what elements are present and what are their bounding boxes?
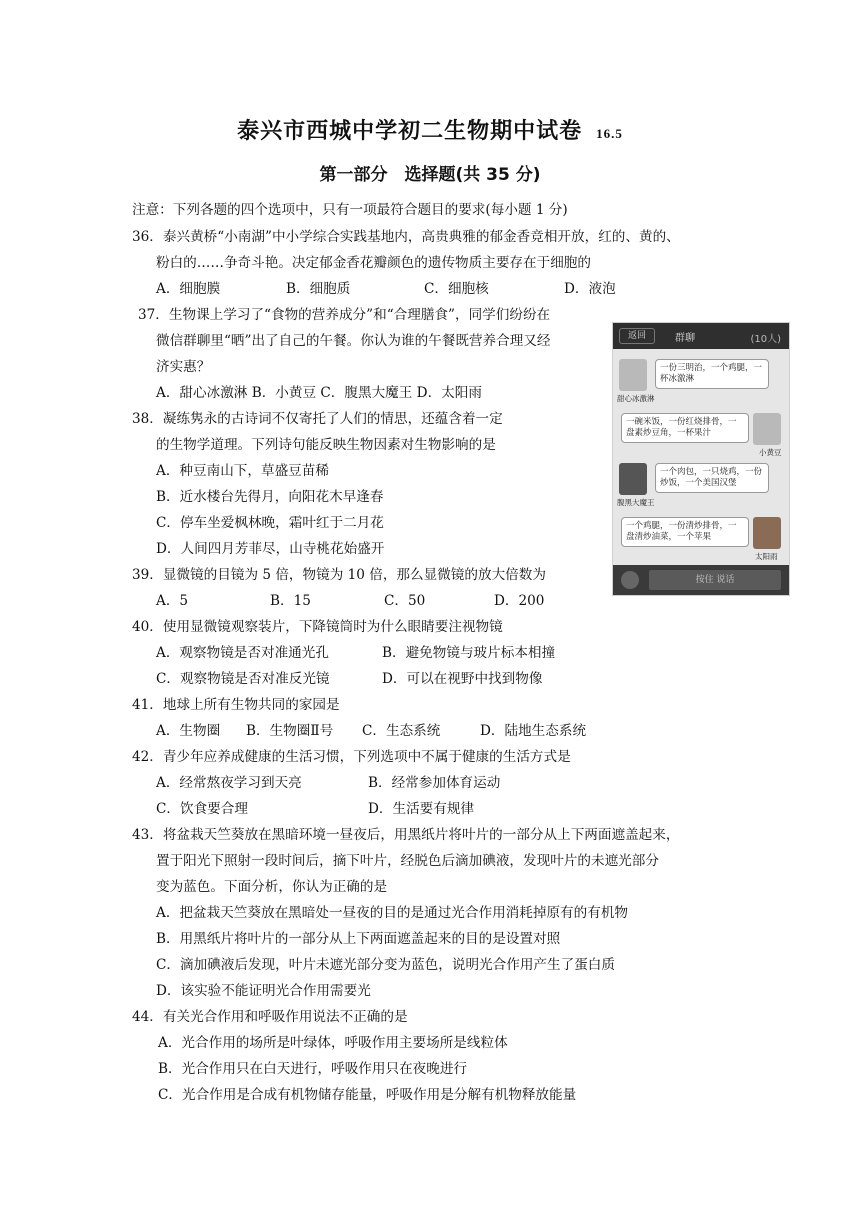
page-title <box>0 114 860 145</box>
q39-option-c: C．50 <box>384 593 426 609</box>
q40-option-c: C．观察物镜是否对准反光镜 <box>156 671 330 687</box>
chat-message-3: 一个肉包，一只烧鸡，一份炒饭，一个美国汉堡 <box>655 463 769 493</box>
q41-line1: 41．地球上所有生物共同的家园是 <box>132 697 340 713</box>
q39-option-a: A．5 <box>156 593 189 609</box>
chat-name-2: 小黄豆 <box>759 448 782 457</box>
chat-name-3: 腹黑大魔王 <box>617 498 655 507</box>
q37-line1: 37．生物课上学习了“食物的营养成分”和“合理膳食”，同学们纷纷在 <box>138 307 551 323</box>
q38-line1: 38．凝练隽永的古诗词不仅寄托了人们的情思，还蕴含着一定 <box>132 411 503 427</box>
q41-option-a: A．生物圈 <box>156 723 221 739</box>
q36-line1: 36．泰兴黄桥“小南湖”中小学综合实践基地内，高贵典雅的郁金香竞相开放，红的、黄的、 <box>132 229 680 245</box>
q42-option-c: C．饮食要合理 <box>156 801 248 817</box>
chat-back-button: 返回 <box>619 328 655 344</box>
q42-option-a: A．经常熬夜学习到天亮 <box>156 775 302 791</box>
q38-option-d: D．人间四月芳菲尽，山寺桃花始盛开 <box>156 541 385 557</box>
q38-option-a: A．种豆南山下，草盛豆苗稀 <box>156 463 329 479</box>
q38-line2: 的生物学道理。下列诗句能反映生物因素对生物影响的是 <box>156 437 496 453</box>
exam-title: 泰兴市西城中学初二生物期中试卷 <box>237 119 583 144</box>
chat-header <box>613 323 789 349</box>
q40-option-d: D．可以在视野中找到物像 <box>382 671 543 687</box>
chat-message-2: 一碗米饭，一份红烧排骨，一盘素炒豆角，一杯果汁 <box>621 413 749 443</box>
q38-option-c: C．停车坐爱枫林晚，霜叶红于二月花 <box>156 515 384 531</box>
q43-option-b: B．用黑纸片将叶片的一部分从上下两面遮盖起来的目的是设置对照 <box>156 931 561 947</box>
q44-option-c: C．光合作用是合成有机物储存能量，呼吸作用是分解有机物释放能量 <box>158 1087 577 1103</box>
q43-line1: 43．将盆栽天竺葵放在黑暗环境一昼夜后，用黑纸片将叶片的一部分从上下两面遮盖起来， <box>132 827 680 843</box>
chat-member-count: (10人) <box>750 334 781 345</box>
chat-name-1: 甜心冰激淋 <box>617 394 655 403</box>
q36-option-c: C．细胞核 <box>424 281 489 297</box>
instruction-note: 注意：下列各题的四个选项中，只有一项最符合题目的要求(每小题 1 分) <box>132 202 568 218</box>
q37-line3: 济实惠？ <box>156 359 211 375</box>
q42-line1: 42．青少年应养成健康的生活习惯，下列选项中不属于健康的生活方式是 <box>132 749 571 765</box>
q36-line2: 粉白的……争奇斗艳。决定郁金香花瓣颜色的遗传物质主要存在于细胞的 <box>156 255 591 271</box>
q41-option-c: C．生态系统 <box>362 723 441 739</box>
q44-option-b: B．光合作用只在白天进行，呼吸作用只在夜晚进行 <box>158 1061 468 1077</box>
q36-option-a: A．细胞膜 <box>156 281 221 297</box>
q36-option-b: B．细胞质 <box>286 281 351 297</box>
wechat-group-screenshot <box>612 322 790 596</box>
q42-option-d: D．生活要有规律 <box>368 801 475 817</box>
chat-message-4: 一个鸡腿，一份清炒排骨，一盘清炒油菜，一个苹果 <box>621 517 749 547</box>
q39-line1: 39．显微镜的目镜为 5 倍，物镜为 10 倍，那么显微镜的放大倍数为 <box>132 567 546 583</box>
avatar-tianxin <box>619 359 647 391</box>
q38-option-b: B．近水楼台先得月，向阳花木早逢春 <box>156 489 384 505</box>
chat-input-bar <box>613 565 789 595</box>
q44-option-a: A．光合作用的场所是叶绿体，呼吸作用主要场所是线粒体 <box>158 1035 508 1051</box>
q37-options: A．甜心冰激淋 B．小黄豆 C．腹黑大魔王 D．太阳雨 <box>156 385 482 401</box>
q41-option-b: B．生物圈Ⅱ号 <box>246 723 334 739</box>
q41-option-d: D．陆地生态系统 <box>480 723 587 739</box>
q43-option-d: D．该实验不能证明光合作用需要光 <box>156 983 371 999</box>
chat-title: 群聊 <box>675 333 695 344</box>
avatar-xiaohuangdou <box>753 413 781 445</box>
q39-option-d: D．200 <box>494 593 545 609</box>
q40-option-b: B．避免物镜与玻片标本相撞 <box>382 645 556 661</box>
q42-option-b: B．经常参加体育运动 <box>368 775 501 791</box>
section-title: 第一部分 选择题(共 35 分) <box>319 165 541 185</box>
microphone-icon <box>621 571 639 589</box>
q43-line3: 变为蓝色。下面分析，你认为正确的是 <box>156 879 388 895</box>
press-to-talk-button: 按住 说话 <box>649 570 781 590</box>
q37-line2: 微信群聊里“晒”出了自己的午餐。你认为谁的午餐既营养合理又经 <box>156 333 551 349</box>
q40-option-a: A．观察物镜是否对准通光孔 <box>156 645 329 661</box>
q43-line2: 置于阳光下照射一段时间后，摘下叶片，经脱色后滴加碘液，发现叶片的未遮光部分 <box>156 853 659 869</box>
chat-name-4: 太阳雨 <box>755 552 778 561</box>
q39-option-b: B．15 <box>270 593 311 609</box>
chat-message-1: 一份三明治，一个鸡腿，一杯冰激淋 <box>655 359 769 389</box>
q44-line1: 44．有关光合作用和呼吸作用说法不正确的是 <box>132 1009 408 1025</box>
q43-option-a: A．把盆栽天竺葵放在黑暗处一昼夜的目的是通过光合作用消耗掉原有的有机物 <box>156 905 629 921</box>
avatar-fuhei <box>619 463 647 495</box>
q36-option-d: D．液泡 <box>564 281 616 297</box>
q43-option-c: C．滴加碘液后发现，叶片未遮光部分变为蓝色，说明光合作用产生了蛋白质 <box>156 957 615 973</box>
q40-line1: 40．使用显微镜观察装片，下降镜筒时为什么眼睛要注视物镜 <box>132 619 503 635</box>
exam-date: 16.5 <box>596 126 623 141</box>
avatar-taiyangyu <box>753 517 781 549</box>
